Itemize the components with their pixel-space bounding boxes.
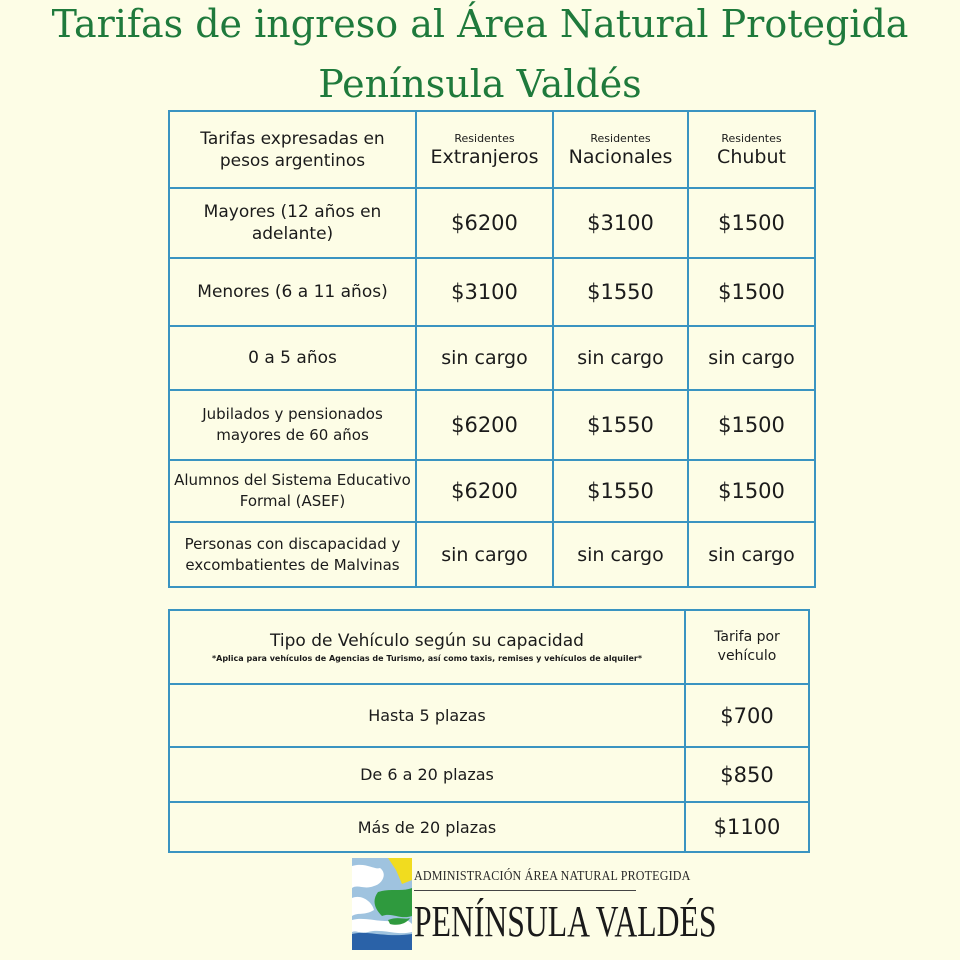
vehicle-price: $700 xyxy=(685,684,809,747)
row-category: Mayores (12 años en adelante) xyxy=(169,188,416,258)
price-cell: sin cargo xyxy=(553,522,688,587)
column-header-nacionales xyxy=(553,111,688,188)
price-cell: $1500 xyxy=(688,188,815,258)
vehicle-rate-header: Tarifa por vehículo xyxy=(685,610,809,684)
vehicle-category: Más de 20 plazas xyxy=(169,802,685,852)
vehicle-header-row xyxy=(169,610,809,684)
price-cell: $6200 xyxy=(416,390,553,460)
price-cell: $1500 xyxy=(688,258,815,326)
logo-subtitle: ADMINISTRACIÓN ÁREA NATURAL PROTEGIDA xyxy=(414,869,691,884)
vehicle-category: De 6 a 20 plazas xyxy=(169,747,685,802)
vehicle-price: $850 xyxy=(685,747,809,802)
price-cell: $6200 xyxy=(416,460,553,522)
price-cell: $1550 xyxy=(553,258,688,326)
column-header-small: Residentes xyxy=(590,131,651,145)
table-row xyxy=(169,326,815,390)
rates-header-row xyxy=(169,111,815,188)
organization-logo xyxy=(352,858,717,953)
peninsula-map-logo-icon xyxy=(352,858,412,950)
price-cell: sin cargo xyxy=(553,326,688,390)
vehicle-type-header: Tipo de Vehículo según su capacidad xyxy=(270,631,584,651)
price-cell: sin cargo xyxy=(688,522,815,587)
column-header-extranjeros xyxy=(416,111,553,188)
row-category: Menores (6 a 11 años) xyxy=(169,258,416,326)
price-cell: sin cargo xyxy=(688,326,815,390)
column-header-big: Extranjeros xyxy=(430,145,539,168)
column-header-chubut xyxy=(688,111,815,188)
vehicle-rates-table xyxy=(168,609,810,853)
price-cell: sin cargo xyxy=(416,326,553,390)
price-cell: $6200 xyxy=(416,188,553,258)
logo-title: PENÍNSULA VALDÉS xyxy=(414,897,717,946)
row-category: Personas con discapacidad y excombatientes de Malvinas xyxy=(169,522,416,587)
price-cell: $1500 xyxy=(688,460,815,522)
row-category: Jubilados y pensionados mayores de 60 años xyxy=(169,390,416,460)
column-header-small: Residentes xyxy=(721,131,782,145)
page-title-line1: Tarifas de ingreso al Área Natural Protegida xyxy=(51,2,909,46)
rates-header-label: Tarifas expresadas en pesos argentinos xyxy=(200,128,385,171)
page-title-line2: Península Valdés xyxy=(318,62,642,106)
rates-table xyxy=(168,110,816,588)
price-cell: $3100 xyxy=(416,258,553,326)
column-header-big: Nacionales xyxy=(568,145,673,168)
logo-divider xyxy=(414,890,636,891)
table-row xyxy=(169,188,815,258)
price-cell: $1500 xyxy=(688,390,815,460)
vehicle-price: $1100 xyxy=(685,802,809,852)
price-cell: $3100 xyxy=(553,188,688,258)
rates-header-label-cell xyxy=(169,111,416,188)
column-header-small: Residentes xyxy=(454,131,515,145)
vehicle-category: Hasta 5 plazas xyxy=(169,684,685,747)
table-row xyxy=(169,258,815,326)
table-row xyxy=(169,522,815,587)
row-category: Alumnos del Sistema Educativo Formal (ASEF) xyxy=(169,460,416,522)
table-row xyxy=(169,684,809,747)
table-row xyxy=(169,390,815,460)
price-cell: $1550 xyxy=(553,460,688,522)
row-category: 0 a 5 años xyxy=(169,326,416,390)
vehicle-type-header-cell xyxy=(169,610,685,684)
vehicle-type-note: *Aplica para vehículos de Agencias de Turismo, así como taxis, remises y vehículos de alquiler* xyxy=(211,654,643,663)
table-row xyxy=(169,460,815,522)
price-cell: $1550 xyxy=(553,390,688,460)
table-row xyxy=(169,747,809,802)
column-header-big: Chubut xyxy=(717,145,786,168)
price-cell: sin cargo xyxy=(416,522,553,587)
table-row xyxy=(169,802,809,852)
